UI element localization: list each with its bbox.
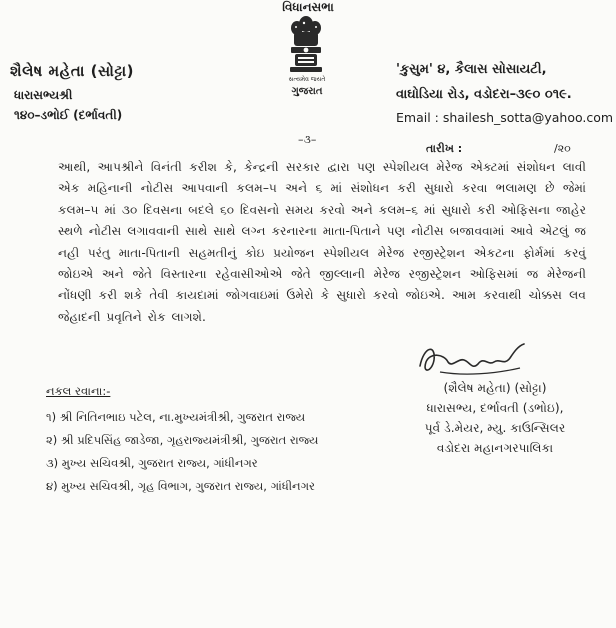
- signature-block: [400, 378, 590, 458]
- sender-constituency: ૧૪૦–ડભોઈ (દર્ભાવતી): [14, 108, 123, 122]
- list-item: ૪) મુખ્ય સચિવશ્રી, ગૃહ વિભાગ, ગુજરાત રાજ્ય, ગાંધીનગર: [46, 479, 315, 493]
- letter-body: આથી, આપશ્રીને વિનંતી કરીશ કે, કેન્દ્રની સરકાર દ્વારા પણ સ્પેશીયલ મેરેજ એક્ટમાં સંશોધન લાવી એક મહિનાની નોટીસ આપવાની કલમ–૫ અને ૬ માં સંશોધન કરી સુધારો કરવા ભલામણ છે જેમાં કલમ–૫ માં ૩૦ દિવસના બદલે ૬૦ દિવસનો સમય કરવો અને કલમ–૬ માં સુધારો કરી ઓફિસના જાહેર સ્થળે નોટીસ લગાવવાની સાથે સાથે લગ્ન કરનારના માતા-પિતાને પણ નોટીસ બજાવવામાં આવે એટલું જ નહી પરંતુ માતા-પિતાની સહમતીનું કોઇ પ્રયોજન સ્પેશીયલ મેરેજ રજીસ્ટ્રેશન એકટના ફોર્મમાં કરવું જોઇએ અને જેતે વિસ્તારના રહેવાસીઓએ જેતે જીલ્લાની મેરેજ રજીસ્ટ્રેશન ઓફિસમાં જ મેરેજની નોંધણી કરી શકે તેવી કાયદામાં જોગવાઇમાં ઉમેરો કે સુધારો કરવો જોઇએ. આમ કરવાથી ચોક્કસ લવ જેહાદની પ્રવૃતિને રોક લાગશે.: [58, 160, 586, 324]
- list-item: ૨) શ્રી પ્રદિપસિંહ જાડેજા, ગૃહરાજ્યમંત્રીશ્રી, ગુજરાત રાજ્ય: [46, 433, 319, 447]
- copies-list: [46, 406, 318, 498]
- state-emblem-icon: [286, 14, 326, 74]
- handwritten-signature: [414, 336, 532, 382]
- date-label: તારીખ :: [426, 142, 463, 155]
- signature-name: (શૈલેષ મહેતા) (સોટ્ટા): [443, 381, 547, 395]
- signature-organisation: વડોદરા મહાનગરપાલિકા: [436, 441, 554, 455]
- emblem-motto: સત્યમેવ જયતે: [288, 76, 326, 83]
- list-item: ૧) શ્રી નિતિનભાઇ પટેલ, ના.મુખ્યમંત્રીશ્રી, ગુજરાત રાજ્ય: [46, 410, 306, 424]
- copies-heading: નકલ રવાના:-: [46, 384, 111, 398]
- email-address: Email : shailesh_sotta@yahoo.com: [396, 110, 614, 125]
- list-item: ૩) મુખ્ય સચિવશ્રી, ગુજરાત રાજ્ય, ગાંધીનગર: [46, 456, 258, 470]
- letterhead-title: વિધાનસભા: [282, 0, 334, 14]
- signature-former-role: પૂર્વ ડે.મેયર, મ્યુ. કાઉન્સિલર: [424, 421, 566, 435]
- signature-designation: ધારાસભ્ય, દર્ભાવતી (ડભોઇ),: [426, 401, 564, 415]
- date-value: /૨૦: [554, 142, 571, 155]
- sender-name: શૈલેષ મહેતા (સોટ્ટા): [10, 62, 135, 80]
- page-number: –૩–: [298, 133, 317, 146]
- emblem-caption: ગુજરાત: [291, 86, 323, 97]
- address-line-1: 'કુસુમ' ૪, કૈલાસ સોસાયટી,: [396, 62, 547, 77]
- sender-designation: ધારાસભ્યશ્રી: [14, 88, 73, 102]
- address-line-2: વાઘોડિયા રોડ, વડોદરા–૩૯૦ ૦૧૯.: [396, 87, 572, 102]
